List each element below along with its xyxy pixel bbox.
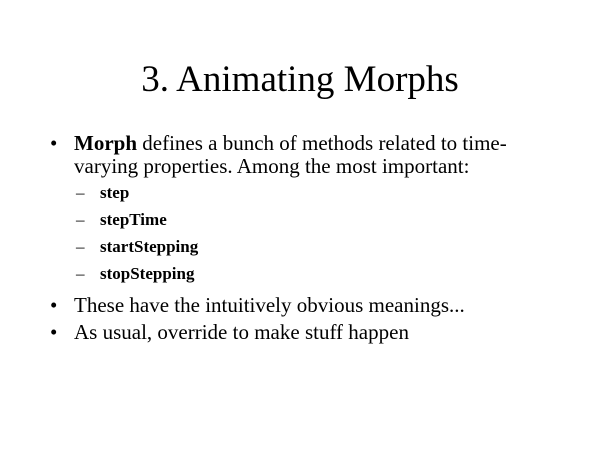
sub-bullet-text: step	[100, 183, 130, 202]
bullet-item	[48, 132, 568, 178]
sub-bullet-list	[74, 182, 568, 290]
slide-body	[48, 132, 568, 348]
dash-marker: –	[76, 183, 85, 202]
dash-marker: –	[76, 210, 85, 229]
bullet-text: As usual, override to make stuff happen	[74, 320, 409, 344]
bullet-bold-lead: Morph	[74, 131, 137, 155]
sub-bullet-item	[74, 263, 568, 290]
slide-title: 3. Animating Morphs	[141, 59, 459, 100]
bullet-item	[48, 294, 568, 317]
sub-bullet-text: stopStepping	[100, 264, 195, 283]
dash-marker: –	[76, 264, 85, 283]
bullet-text: defines a bunch of methods related to time-varying properties. Among the most important:	[74, 131, 507, 178]
bullet-text: These have the intuitively obvious meanings...	[74, 293, 465, 317]
sub-bullet-item	[74, 182, 568, 209]
bullet-marker: •	[50, 131, 58, 155]
bullet-item	[48, 321, 568, 344]
sub-bullet-item	[74, 236, 568, 263]
sub-bullet-text: startStepping	[100, 237, 199, 256]
dash-marker: –	[76, 237, 85, 256]
sub-bullet-item	[74, 209, 568, 236]
bullet-marker: •	[50, 293, 58, 317]
sub-bullet-text: stepTime	[100, 210, 167, 229]
bullet-marker: •	[50, 320, 58, 344]
